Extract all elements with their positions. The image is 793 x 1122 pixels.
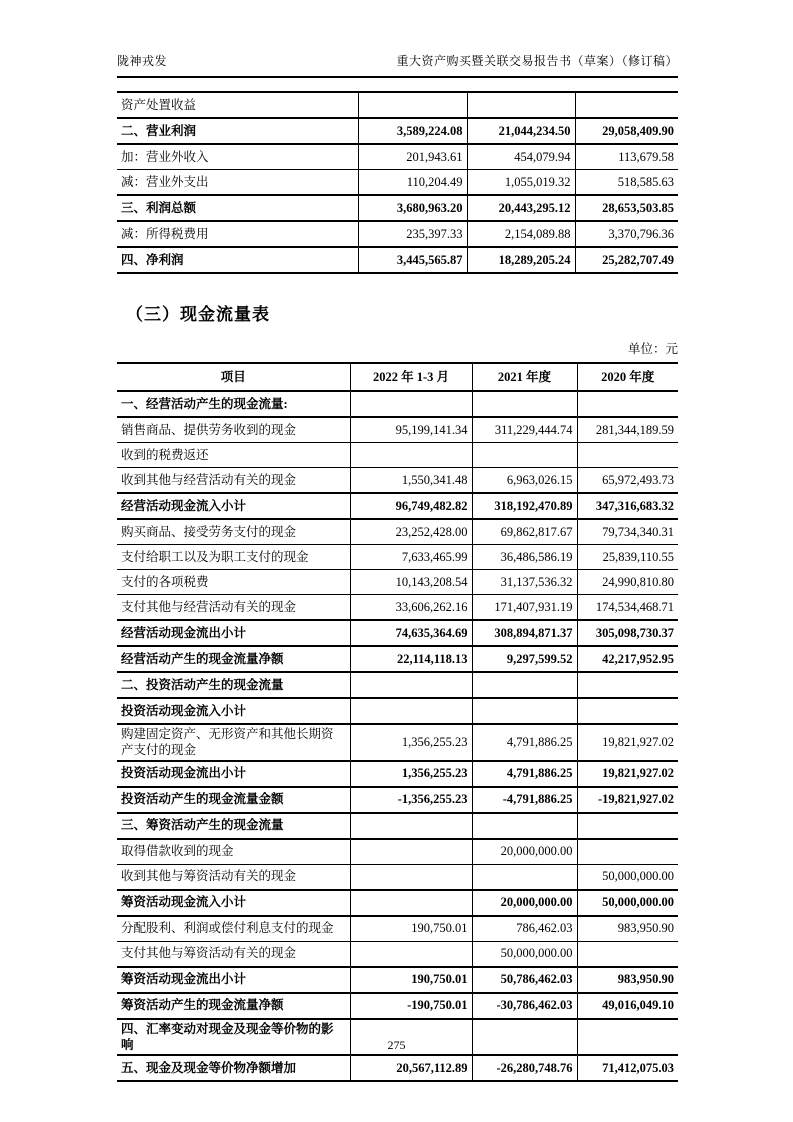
row-label: 减：营业外支出 bbox=[117, 170, 358, 196]
income-statement-table bbox=[117, 91, 678, 274]
table-row bbox=[117, 195, 678, 221]
page-number: 275 bbox=[387, 1038, 406, 1052]
cell-value: 190,750.01 bbox=[350, 916, 472, 942]
table-row bbox=[117, 916, 678, 942]
cell-value: 305,098,730.37 bbox=[577, 620, 678, 646]
row-label: 经营活动现金流入小计 bbox=[117, 493, 350, 519]
cell-value: 6,963,026.15 bbox=[472, 468, 577, 494]
cell-value: 49,016,049.10 bbox=[577, 993, 678, 1019]
table-row bbox=[117, 839, 678, 865]
cell-value: 71,412,075.03 bbox=[577, 1055, 678, 1081]
cell-value bbox=[577, 941, 678, 967]
cell-value: 79,734,340.31 bbox=[577, 519, 678, 545]
row-label: 资产处置收益 bbox=[117, 92, 358, 118]
table-row bbox=[117, 493, 678, 519]
table-row bbox=[117, 595, 678, 621]
cell-value bbox=[577, 698, 678, 724]
table-row bbox=[117, 443, 678, 468]
cell-value: 95,199,141.34 bbox=[350, 417, 472, 443]
cell-value bbox=[575, 92, 678, 118]
cell-value: 311,229,444.74 bbox=[472, 417, 577, 443]
cell-value: 20,000,000.00 bbox=[472, 890, 577, 916]
table-row bbox=[117, 417, 678, 443]
cell-value: -190,750.01 bbox=[350, 993, 472, 1019]
table-row bbox=[117, 92, 678, 118]
table-row bbox=[117, 941, 678, 967]
column-header-2021: 2021 年度 bbox=[472, 363, 577, 391]
cell-value bbox=[472, 391, 577, 417]
table-row bbox=[117, 672, 678, 698]
table-row bbox=[117, 391, 678, 417]
table-row bbox=[117, 890, 678, 916]
cell-value bbox=[350, 391, 472, 417]
row-label: 经营活动现金流出小计 bbox=[117, 620, 350, 646]
row-label: 三、利润总额 bbox=[117, 195, 358, 221]
row-label: 购买商品、接受劳务支付的现金 bbox=[117, 519, 350, 545]
cell-value: -19,821,927.02 bbox=[577, 787, 678, 813]
cell-value: 23,252,428.00 bbox=[350, 519, 472, 545]
cell-value: 1,356,255.23 bbox=[350, 724, 472, 761]
row-label: 销售商品、提供劳务收到的现金 bbox=[117, 417, 350, 443]
cell-value: 308,894,871.37 bbox=[472, 620, 577, 646]
row-label: 五、现金及现金等价物净额增加 bbox=[117, 1055, 350, 1081]
cell-value: 33,606,262.16 bbox=[350, 595, 472, 621]
cell-value: 454,079.94 bbox=[467, 144, 575, 170]
row-label: 收到其他与筹资活动有关的现金 bbox=[117, 864, 350, 890]
row-label: 二、投资活动产生的现金流量 bbox=[117, 672, 350, 698]
cell-value: -26,280,748.76 bbox=[472, 1055, 577, 1081]
row-label: 分配股利、利润或偿付利息支付的现金 bbox=[117, 916, 350, 942]
cell-value bbox=[350, 443, 472, 468]
cell-value: 24,990,810.80 bbox=[577, 570, 678, 595]
row-label: 支付其他与经营活动有关的现金 bbox=[117, 595, 350, 621]
row-label: 筹资活动现金流入小计 bbox=[117, 890, 350, 916]
cell-value: 3,680,963.20 bbox=[358, 195, 467, 221]
cell-value bbox=[350, 890, 472, 916]
table-row bbox=[117, 545, 678, 570]
cell-value: 3,589,224.08 bbox=[358, 118, 467, 144]
cell-value bbox=[472, 864, 577, 890]
cash-flow-table-body bbox=[117, 391, 678, 1081]
cell-value bbox=[358, 92, 467, 118]
cell-value bbox=[472, 672, 577, 698]
cell-value: 2,154,089.88 bbox=[467, 221, 575, 247]
cell-value: 65,972,493.73 bbox=[577, 468, 678, 494]
page-running-header bbox=[117, 0, 678, 78]
cell-value: 20,567,112.89 bbox=[350, 1055, 472, 1081]
cell-value: 7,633,465.99 bbox=[350, 545, 472, 570]
cell-value bbox=[350, 864, 472, 890]
row-label: 减：所得税费用 bbox=[117, 221, 358, 247]
page-footer bbox=[0, 1038, 793, 1053]
cell-value: -1,356,255.23 bbox=[350, 787, 472, 813]
table-row bbox=[117, 620, 678, 646]
row-label: 筹资活动现金流出小计 bbox=[117, 967, 350, 993]
cell-value: 786,462.03 bbox=[472, 916, 577, 942]
table-row bbox=[117, 864, 678, 890]
table-row bbox=[117, 761, 678, 787]
cell-value bbox=[467, 92, 575, 118]
unit-label: 单位：元 bbox=[627, 342, 678, 356]
cell-value: 983,950.90 bbox=[577, 916, 678, 942]
cell-value bbox=[350, 941, 472, 967]
cell-value: 31,137,536.32 bbox=[472, 570, 577, 595]
cell-value: 19,821,927.02 bbox=[577, 724, 678, 761]
row-label: 投资活动现金流入小计 bbox=[117, 698, 350, 724]
cell-value: 1,550,341.48 bbox=[350, 468, 472, 494]
table-row bbox=[117, 144, 678, 170]
table-row bbox=[117, 813, 678, 839]
row-label: 支付其他与筹资活动有关的现金 bbox=[117, 941, 350, 967]
header-row bbox=[117, 363, 678, 391]
row-label: 收到其他与经营活动有关的现金 bbox=[117, 468, 350, 494]
row-label: 支付给职工以及为职工支付的现金 bbox=[117, 545, 350, 570]
cell-value: 19,821,927.02 bbox=[577, 761, 678, 787]
cell-value: 281,344,189.59 bbox=[577, 417, 678, 443]
cell-value: 50,000,000.00 bbox=[577, 864, 678, 890]
cell-value bbox=[577, 813, 678, 839]
row-label: 投资活动现金流出小计 bbox=[117, 761, 350, 787]
income-table-body bbox=[117, 92, 678, 273]
table-row bbox=[117, 519, 678, 545]
table-row bbox=[117, 118, 678, 144]
cell-value: 3,445,565.87 bbox=[358, 247, 467, 273]
cell-value: 69,862,817.67 bbox=[472, 519, 577, 545]
header-report-title: 重大资产购买暨关联交易报告书（草案）（修订稿） bbox=[396, 54, 678, 68]
cell-value: 20,000,000.00 bbox=[472, 839, 577, 865]
cell-value: 74,635,364.69 bbox=[350, 620, 472, 646]
column-header-item: 项目 bbox=[117, 363, 350, 391]
cell-value: 347,316,683.32 bbox=[577, 493, 678, 519]
cell-value: 318,192,470.89 bbox=[472, 493, 577, 519]
cell-value: 201,943.61 bbox=[358, 144, 467, 170]
cell-value: 29,058,409.90 bbox=[575, 118, 678, 144]
cell-value bbox=[350, 698, 472, 724]
cell-value bbox=[577, 391, 678, 417]
table-row bbox=[117, 170, 678, 196]
row-label: 加：营业外收入 bbox=[117, 144, 358, 170]
cell-value bbox=[577, 672, 678, 698]
cell-value: 518,585.63 bbox=[575, 170, 678, 196]
row-label: 四、汇率变动对现金及现金等价物的影响 bbox=[117, 1019, 350, 1056]
table-row bbox=[117, 1055, 678, 1081]
cell-value bbox=[577, 839, 678, 865]
cell-value: 21,044,234.50 bbox=[467, 118, 575, 144]
table-row bbox=[117, 698, 678, 724]
cell-value: 18,289,205.24 bbox=[467, 247, 575, 273]
table-row bbox=[117, 646, 678, 672]
cell-value: 25,839,110.55 bbox=[577, 545, 678, 570]
cell-value: 4,791,886.25 bbox=[472, 724, 577, 761]
cell-value: 983,950.90 bbox=[577, 967, 678, 993]
cell-value: 1,055,019.32 bbox=[467, 170, 575, 196]
cell-value: 22,114,118.13 bbox=[350, 646, 472, 672]
cell-value: 190,750.01 bbox=[350, 967, 472, 993]
row-label: 四、净利润 bbox=[117, 247, 358, 273]
cell-value: 113,679.58 bbox=[575, 144, 678, 170]
row-label: 一、经营活动产生的现金流量: bbox=[117, 391, 350, 417]
table-row bbox=[117, 468, 678, 494]
row-label: 筹资活动产生的现金流量净额 bbox=[117, 993, 350, 1019]
cell-value: 20,443,295.12 bbox=[467, 195, 575, 221]
cell-value: -30,786,462.03 bbox=[472, 993, 577, 1019]
row-label: 投资活动产生的现金流量金额 bbox=[117, 787, 350, 813]
cell-value: 50,786,462.03 bbox=[472, 967, 577, 993]
table-row bbox=[117, 221, 678, 247]
row-label: 收到的税费返还 bbox=[117, 443, 350, 468]
cell-value: 96,749,482.82 bbox=[350, 493, 472, 519]
table-row bbox=[117, 724, 678, 761]
cell-value: 10,143,208.54 bbox=[350, 570, 472, 595]
cell-value: 171,407,931.19 bbox=[472, 595, 577, 621]
cash-flow-table bbox=[117, 362, 678, 1082]
table-row bbox=[117, 247, 678, 273]
column-header-2022q1: 2022 年 1-3 月 bbox=[350, 363, 472, 391]
cell-value bbox=[350, 839, 472, 865]
cell-value: 28,653,503.85 bbox=[575, 195, 678, 221]
cell-value: 1,356,255.23 bbox=[350, 761, 472, 787]
column-header-2020: 2020 年度 bbox=[577, 363, 678, 391]
row-label: 购建固定资产、无形资产和其他长期资产支付的现金 bbox=[117, 724, 350, 761]
cell-value: 3,370,796.36 bbox=[575, 221, 678, 247]
row-label: 二、营业利润 bbox=[117, 118, 358, 144]
cell-value: 110,204.49 bbox=[358, 170, 467, 196]
cell-value bbox=[472, 698, 577, 724]
cell-value: 42,217,952.95 bbox=[577, 646, 678, 672]
row-label: 取得借款收到的现金 bbox=[117, 839, 350, 865]
cell-value bbox=[577, 443, 678, 468]
cell-value: 50,000,000.00 bbox=[577, 890, 678, 916]
cell-value bbox=[472, 813, 577, 839]
table-row bbox=[117, 570, 678, 595]
cell-value: 235,397.33 bbox=[358, 221, 467, 247]
row-label: 支付的各项税费 bbox=[117, 570, 350, 595]
cash-flow-table-header bbox=[117, 363, 678, 391]
table-row bbox=[117, 993, 678, 1019]
header-company-name: 陇神戎发 bbox=[117, 54, 168, 68]
table-row bbox=[117, 967, 678, 993]
cell-value bbox=[472, 443, 577, 468]
table-row bbox=[117, 787, 678, 813]
cell-value: 36,486,586.19 bbox=[472, 545, 577, 570]
cell-value bbox=[350, 813, 472, 839]
row-label: 三、筹资活动产生的现金流量 bbox=[117, 813, 350, 839]
cell-value: 50,000,000.00 bbox=[472, 941, 577, 967]
cell-value: 174,534,468.71 bbox=[577, 595, 678, 621]
cell-value: 25,282,707.49 bbox=[575, 247, 678, 273]
cell-value: -4,791,886.25 bbox=[472, 787, 577, 813]
cell-value bbox=[350, 672, 472, 698]
cell-value: 9,297,599.52 bbox=[472, 646, 577, 672]
cell-value: 4,791,886.25 bbox=[472, 761, 577, 787]
row-label: 经营活动产生的现金流量净额 bbox=[117, 646, 350, 672]
section-heading: （三）现金流量表 bbox=[126, 305, 270, 324]
